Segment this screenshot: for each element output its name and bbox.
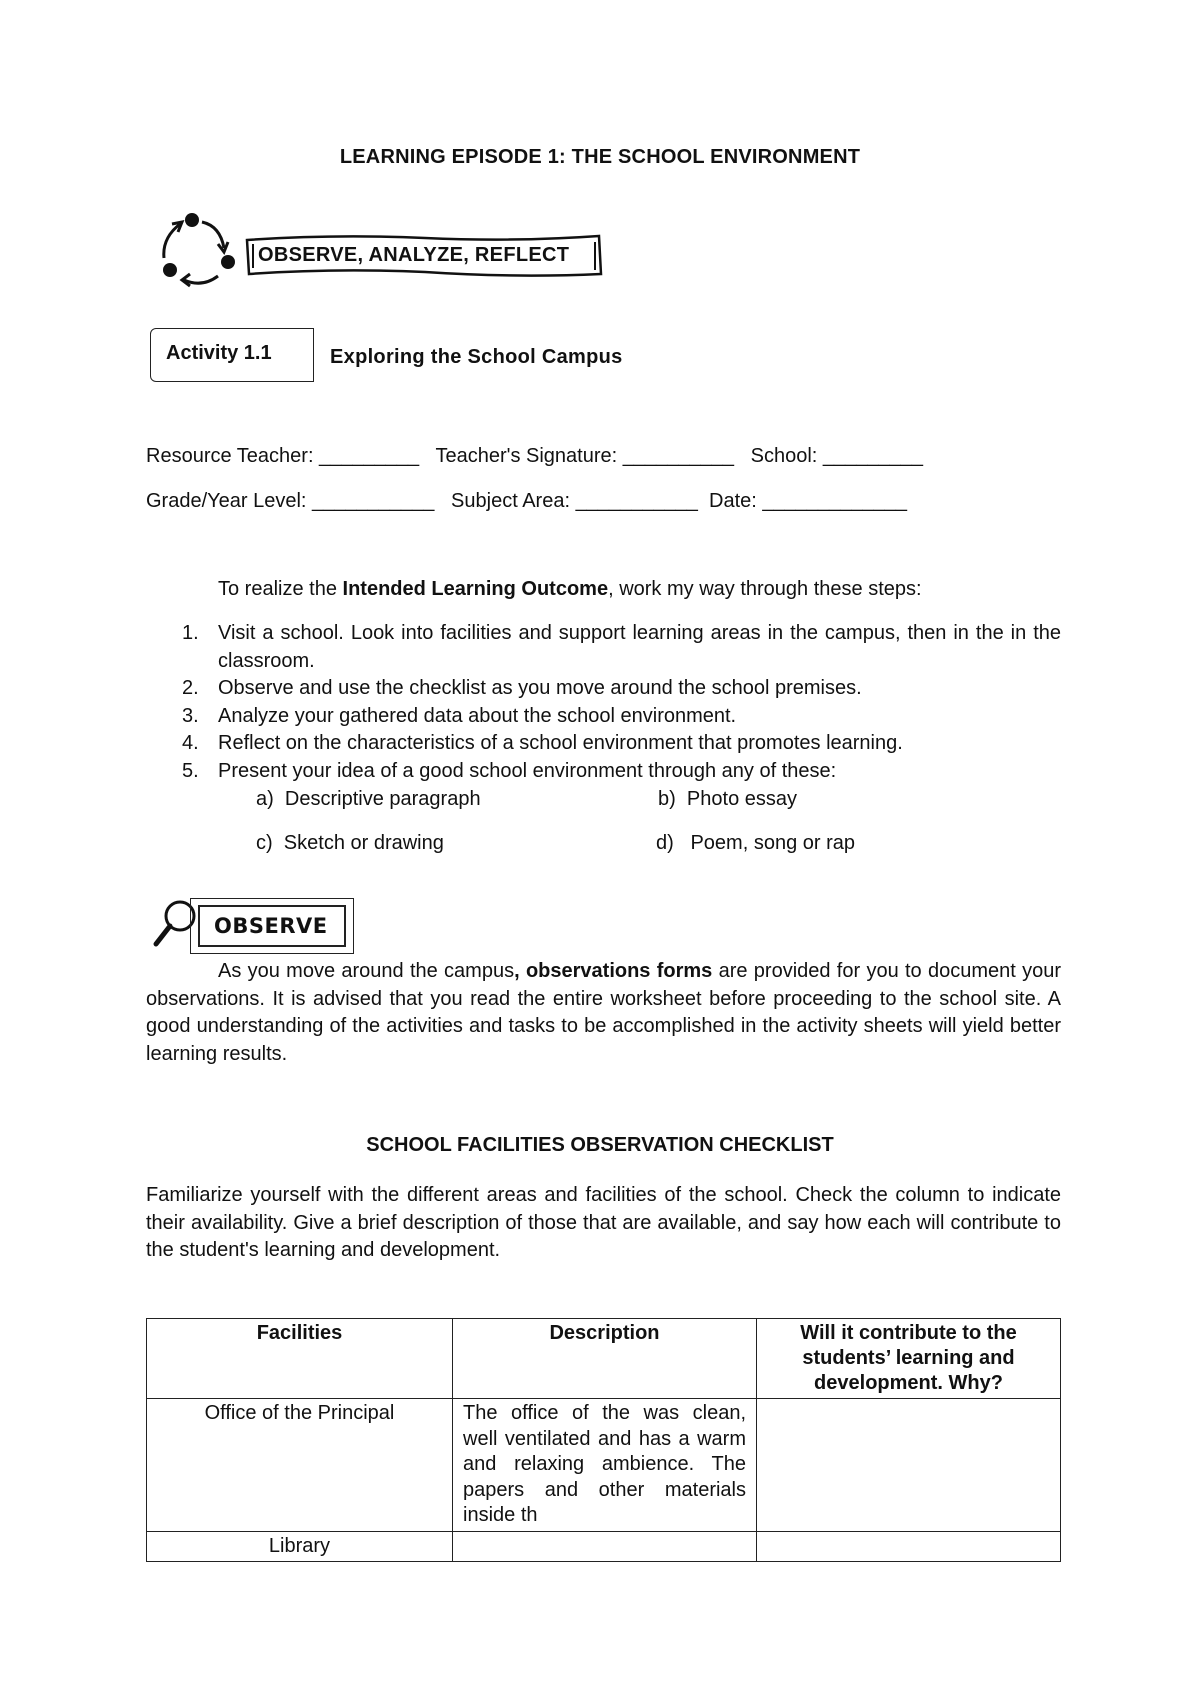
table-header-row bbox=[147, 1319, 1061, 1399]
form-line-teacher: Resource Teacher: _________ Teacher's Signature: __________ School: _________ bbox=[146, 445, 924, 467]
cycle-arrows-icon bbox=[158, 210, 238, 290]
list-item bbox=[146, 730, 1061, 758]
step-text: Analyze your gathered data about the school environment. bbox=[218, 704, 737, 727]
observe-para-after: are provided for you to document your observations. It is advised that you read the entire worksheet before proceeding to the school site. A good understanding of the activities and tasks to be accomplished in the activity sheets will yield better learning results. bbox=[146, 960, 1062, 1065]
option-text: Descriptive paragraph bbox=[284, 788, 481, 810]
step-text: Visit a school. Look into facilities and support learning areas in the campus, then in the in the classroom. bbox=[218, 622, 1061, 672]
banner-label: OBSERVE, ANALYZE, REFLECT bbox=[258, 244, 570, 266]
step-text: Reflect on the characteristics of a school environment that promotes learning. bbox=[218, 732, 903, 754]
step-number: 5. bbox=[182, 759, 199, 782]
facility-cell: Office of the Principal bbox=[147, 1399, 453, 1532]
description-cell[interactable]: The office of the was clean, well ventilated and has a warm and relaxing ambience. The papers and other materials inside th bbox=[453, 1399, 757, 1532]
option-b bbox=[658, 788, 797, 811]
checklist-instructions: Familiarize yourself with the different areas and facilities of the school. Check the column to indicate their availability. Give a brief description of those that are available, and say how each will contribute to the student's learning and development. bbox=[146, 1184, 1061, 1261]
option-letter: b) bbox=[658, 788, 676, 810]
option-a bbox=[256, 788, 481, 811]
step-number: 2. bbox=[182, 677, 199, 699]
header-facilities: Facilities bbox=[147, 1319, 453, 1399]
facilities-table bbox=[146, 1318, 1061, 1562]
step-number: 1. bbox=[182, 622, 199, 644]
page-title: LEARNING EPISODE 1: THE SCHOOL ENVIRONMENT bbox=[339, 146, 861, 168]
contribution-cell[interactable] bbox=[757, 1399, 1061, 1532]
observe-paragraph bbox=[146, 958, 1061, 1068]
activity-label: Activity 1.1 bbox=[166, 342, 272, 364]
list-item bbox=[146, 703, 1061, 731]
facility-cell: Library bbox=[147, 1531, 453, 1561]
description-cell[interactable] bbox=[453, 1531, 757, 1561]
activity-title: Exploring the School Campus bbox=[330, 346, 623, 368]
intro-bold: Intended Learning Outcome bbox=[342, 578, 609, 600]
option-letter: d) bbox=[656, 832, 674, 854]
option-letter: a) bbox=[256, 788, 274, 810]
header-description: Description bbox=[453, 1319, 757, 1399]
table-row bbox=[147, 1531, 1061, 1561]
header-contribution: Will it contribute to the students’ learning and development. Why? bbox=[757, 1319, 1061, 1399]
list-item bbox=[146, 758, 1061, 786]
contribution-cell[interactable] bbox=[757, 1531, 1061, 1561]
list-item bbox=[146, 675, 1061, 703]
option-text: Photo essay bbox=[686, 788, 797, 810]
step-text: Observe and use the checklist as you move around the school premises. bbox=[218, 677, 862, 699]
step-text: Present your idea of a good school environment through any of these: bbox=[218, 759, 837, 782]
steps-list bbox=[146, 620, 1061, 785]
observe-para-bold: , observations forms bbox=[514, 960, 713, 982]
option-d bbox=[656, 832, 855, 855]
step-number: 4. bbox=[182, 732, 199, 754]
form-line-grade: Grade/Year Level: ___________ Subject Area: ___________ Date: _____________ bbox=[146, 490, 908, 512]
table-row bbox=[147, 1399, 1061, 1532]
option-c bbox=[256, 832, 444, 855]
list-item bbox=[146, 620, 1061, 675]
step-number: 3. bbox=[182, 704, 199, 727]
option-text: Poem, song or rap bbox=[690, 832, 855, 854]
observe-label: OBSERVE bbox=[214, 914, 328, 938]
option-text: Sketch or drawing bbox=[283, 832, 444, 854]
intro-after: , work my way through these steps: bbox=[608, 578, 922, 600]
checklist-title: SCHOOL FACILITIES OBSERVATION CHECKLIST bbox=[366, 1134, 834, 1156]
intro-text bbox=[218, 578, 922, 601]
observe-para-before: As you move around the campus bbox=[218, 960, 515, 982]
intro-before: To realize the bbox=[218, 578, 343, 600]
option-letter: c) bbox=[256, 832, 273, 854]
